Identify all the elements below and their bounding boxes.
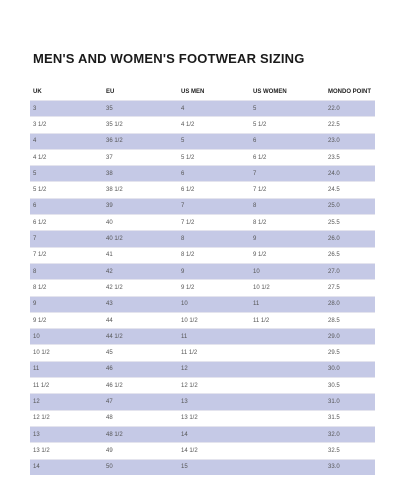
cell-mondo-point: 24.5 <box>325 182 375 198</box>
cell-uk: 4 <box>30 133 103 149</box>
cell-us-men: 9 1/2 <box>178 280 250 296</box>
cell-mondo-point: 22.5 <box>325 117 375 133</box>
cell-us-women <box>250 329 325 345</box>
cell-us-men: 5 <box>178 133 250 149</box>
cell-us-men: 13 1/2 <box>178 410 250 426</box>
cell-us-women: 9 <box>250 231 325 247</box>
cell-us-women: 6 <box>250 133 325 149</box>
cell-us-men: 4 <box>178 101 250 117</box>
cell-eu: 48 1/2 <box>103 426 178 442</box>
cell-us-women: 11 <box>250 296 325 312</box>
cell-uk: 9 1/2 <box>30 312 103 328</box>
cell-mondo-point: 28.0 <box>325 296 375 312</box>
header-us-women: US WOMEN <box>253 89 287 95</box>
table-row <box>30 182 375 198</box>
cell-uk: 7 <box>30 231 103 247</box>
cell-us-women: 5 <box>250 101 325 117</box>
cell-mondo-point: 32.5 <box>325 443 375 459</box>
header-us-men: US MEN <box>181 89 205 95</box>
cell-eu: 45 <box>103 345 178 361</box>
cell-mondo-point: 26.0 <box>325 231 375 247</box>
cell-eu: 39 <box>103 198 178 214</box>
cell-us-women <box>250 345 325 361</box>
table-row <box>30 312 375 328</box>
cell-mondo-point: 33.0 <box>325 459 375 475</box>
cell-mondo-point: 31.0 <box>325 394 375 410</box>
table-row <box>30 296 375 312</box>
table-row <box>30 247 375 263</box>
cell-uk: 10 <box>30 329 103 345</box>
cell-eu: 35 <box>103 101 178 117</box>
header-uk: UK <box>33 89 42 95</box>
table-row <box>30 378 375 394</box>
cell-eu: 43 <box>103 296 178 312</box>
cell-us-men: 13 <box>178 394 250 410</box>
cell-uk: 13 <box>30 426 103 442</box>
cell-mondo-point: 27.5 <box>325 280 375 296</box>
cell-us-women: 10 <box>250 263 325 279</box>
cell-uk: 7 1/2 <box>30 247 103 263</box>
cell-us-men: 12 <box>178 361 250 377</box>
cell-uk: 12 <box>30 394 103 410</box>
cell-mondo-point: 29.5 <box>325 345 375 361</box>
cell-mondo-point: 27.0 <box>325 263 375 279</box>
cell-uk: 3 1/2 <box>30 117 103 133</box>
cell-mondo-point: 29.0 <box>325 329 375 345</box>
sizing-table <box>30 84 375 475</box>
cell-us-women: 11 1/2 <box>250 312 325 328</box>
cell-mondo-point: 32.0 <box>325 426 375 442</box>
cell-mondo-point: 22.0 <box>325 101 375 117</box>
cell-us-men: 12 1/2 <box>178 378 250 394</box>
cell-us-men: 10 <box>178 296 250 312</box>
cell-us-women: 9 1/2 <box>250 247 325 263</box>
cell-eu: 40 <box>103 215 178 231</box>
page-title: MEN'S AND WOMEN'S FOOTWEAR SIZING <box>33 51 305 66</box>
table-row <box>30 149 375 165</box>
cell-mondo-point: 28.5 <box>325 312 375 328</box>
cell-uk: 11 <box>30 361 103 377</box>
cell-eu: 47 <box>103 394 178 410</box>
cell-uk: 4 1/2 <box>30 149 103 165</box>
cell-us-men: 11 <box>178 329 250 345</box>
table-row <box>30 459 375 475</box>
cell-uk: 6 <box>30 198 103 214</box>
cell-eu: 50 <box>103 459 178 475</box>
cell-eu: 37 <box>103 149 178 165</box>
cell-uk: 9 <box>30 296 103 312</box>
table-body <box>30 101 375 475</box>
cell-uk: 6 1/2 <box>30 215 103 231</box>
cell-us-women: 5 1/2 <box>250 117 325 133</box>
cell-eu: 36 1/2 <box>103 133 178 149</box>
table-row <box>30 101 375 117</box>
cell-us-women <box>250 410 325 426</box>
cell-us-women: 10 1/2 <box>250 280 325 296</box>
table-row <box>30 166 375 182</box>
cell-us-men: 10 1/2 <box>178 312 250 328</box>
cell-eu: 44 1/2 <box>103 329 178 345</box>
table-row <box>30 280 375 296</box>
table-row <box>30 198 375 214</box>
cell-eu: 46 <box>103 361 178 377</box>
cell-eu: 38 <box>103 166 178 182</box>
cell-us-women <box>250 459 325 475</box>
cell-eu: 49 <box>103 443 178 459</box>
cell-us-women: 7 1/2 <box>250 182 325 198</box>
cell-uk: 3 <box>30 101 103 117</box>
cell-us-men: 14 <box>178 426 250 442</box>
cell-us-men: 6 1/2 <box>178 182 250 198</box>
cell-us-women <box>250 443 325 459</box>
cell-us-men: 14 1/2 <box>178 443 250 459</box>
cell-uk: 14 <box>30 459 103 475</box>
cell-us-women <box>250 378 325 394</box>
table-row <box>30 394 375 410</box>
table-row <box>30 443 375 459</box>
cell-us-men: 4 1/2 <box>178 117 250 133</box>
cell-eu: 44 <box>103 312 178 328</box>
cell-uk: 5 <box>30 166 103 182</box>
cell-eu: 40 1/2 <box>103 231 178 247</box>
cell-uk: 8 <box>30 263 103 279</box>
cell-us-women: 6 1/2 <box>250 149 325 165</box>
table-row <box>30 410 375 426</box>
table-row <box>30 133 375 149</box>
header-eu: EU <box>106 89 115 95</box>
cell-uk: 8 1/2 <box>30 280 103 296</box>
cell-mondo-point: 31.5 <box>325 410 375 426</box>
cell-us-men: 5 1/2 <box>178 149 250 165</box>
cell-uk: 13 1/2 <box>30 443 103 459</box>
cell-mondo-point: 25.0 <box>325 198 375 214</box>
table-row <box>30 426 375 442</box>
cell-us-women: 7 <box>250 166 325 182</box>
cell-eu: 38 1/2 <box>103 182 178 198</box>
cell-us-men: 7 <box>178 198 250 214</box>
cell-us-women: 8 <box>250 198 325 214</box>
table-row <box>30 263 375 279</box>
cell-eu: 35 1/2 <box>103 117 178 133</box>
cell-uk: 10 1/2 <box>30 345 103 361</box>
cell-eu: 48 <box>103 410 178 426</box>
cell-uk: 11 1/2 <box>30 378 103 394</box>
cell-mondo-point: 23.0 <box>325 133 375 149</box>
cell-us-men: 8 <box>178 231 250 247</box>
cell-mondo-point: 23.5 <box>325 149 375 165</box>
header-mondo-point: MONDO POINT <box>328 89 371 95</box>
cell-us-men: 9 <box>178 263 250 279</box>
cell-us-women <box>250 394 325 410</box>
cell-us-men: 7 1/2 <box>178 215 250 231</box>
cell-mondo-point: 24.0 <box>325 166 375 182</box>
table-row <box>30 231 375 247</box>
cell-us-women <box>250 426 325 442</box>
cell-us-women <box>250 361 325 377</box>
cell-us-women: 8 1/2 <box>250 215 325 231</box>
cell-uk: 5 1/2 <box>30 182 103 198</box>
table-row <box>30 345 375 361</box>
cell-mondo-point: 26.5 <box>325 247 375 263</box>
cell-eu: 41 <box>103 247 178 263</box>
cell-uk: 12 1/2 <box>30 410 103 426</box>
table-row <box>30 117 375 133</box>
cell-us-men: 6 <box>178 166 250 182</box>
cell-eu: 42 <box>103 263 178 279</box>
table-header-row <box>30 84 375 101</box>
cell-mondo-point: 25.5 <box>325 215 375 231</box>
cell-us-men: 11 1/2 <box>178 345 250 361</box>
table-row <box>30 329 375 345</box>
cell-eu: 42 1/2 <box>103 280 178 296</box>
cell-us-men: 15 <box>178 459 250 475</box>
cell-mondo-point: 30.0 <box>325 361 375 377</box>
table-row <box>30 361 375 377</box>
table-row <box>30 215 375 231</box>
cell-eu: 46 1/2 <box>103 378 178 394</box>
cell-mondo-point: 30.5 <box>325 378 375 394</box>
cell-us-men: 8 1/2 <box>178 247 250 263</box>
